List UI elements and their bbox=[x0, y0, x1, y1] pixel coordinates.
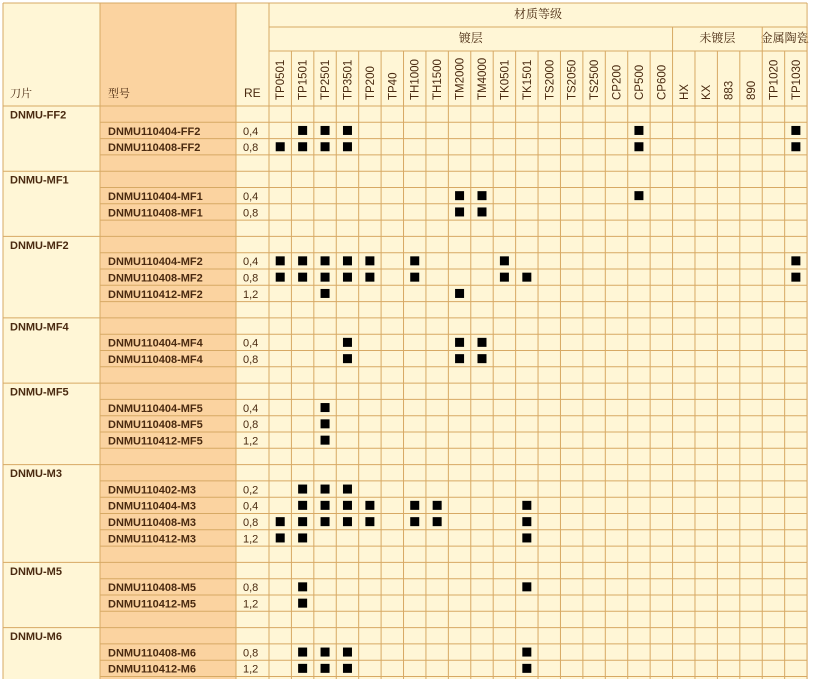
grade-available-mark bbox=[298, 273, 307, 282]
grade-available-mark bbox=[410, 273, 419, 282]
insert-type-label: DNMU-MF1 bbox=[10, 174, 69, 187]
grade-available-mark bbox=[433, 501, 442, 510]
grade-available-mark bbox=[321, 485, 330, 494]
insert-type-label: DNMU-MF2 bbox=[10, 239, 69, 252]
grade-available-mark bbox=[276, 533, 285, 542]
grade-available-mark bbox=[522, 517, 531, 526]
model-code: DNMU110404-MF2 bbox=[108, 256, 203, 269]
grade-available-mark bbox=[791, 256, 800, 265]
grade-available-mark bbox=[298, 648, 307, 657]
grade-label-cp200: CP200 bbox=[611, 64, 624, 100]
corner-radius-value: 0,4 bbox=[243, 337, 259, 350]
grade-available-mark bbox=[321, 126, 330, 135]
corner-radius-value: 0,4 bbox=[243, 256, 259, 269]
model-code: DNMU110412-MF2 bbox=[108, 288, 203, 301]
grade-available-mark bbox=[522, 533, 531, 542]
grade-label-tm2000: TM2000 bbox=[454, 57, 467, 100]
corner-radius-value: 0,8 bbox=[243, 647, 259, 660]
model-code: DNMU110412-MF5 bbox=[108, 435, 203, 448]
corner-radius-value: 0,8 bbox=[243, 582, 259, 595]
grade-available-mark bbox=[321, 289, 330, 298]
grade-available-mark bbox=[343, 273, 352, 282]
grade-available-mark bbox=[321, 273, 330, 282]
grade-label-tk0501: TK0501 bbox=[499, 59, 512, 100]
grade-label-hx: HX bbox=[678, 84, 691, 100]
model-code: DNMU110408-MF2 bbox=[108, 272, 203, 285]
grade-available-mark bbox=[298, 599, 307, 608]
corner-radius-value: 1,2 bbox=[243, 598, 259, 611]
corner-radius-value: 0,8 bbox=[243, 207, 259, 220]
grade-available-mark bbox=[365, 273, 374, 282]
corner-radius-value: 0,4 bbox=[243, 125, 259, 138]
grade-available-mark bbox=[343, 517, 352, 526]
grade-label-tk1501: TK1501 bbox=[521, 59, 534, 100]
grade-available-mark bbox=[298, 485, 307, 494]
grade-available-mark bbox=[343, 501, 352, 510]
model-code: DNMU110412-M5 bbox=[108, 598, 197, 611]
insert-type-label: DNMU-FF2 bbox=[10, 109, 67, 122]
grade-available-mark bbox=[410, 501, 419, 510]
model-code: DNMU110404-M3 bbox=[108, 500, 197, 513]
grade-available-mark bbox=[321, 648, 330, 657]
grade-available-mark bbox=[298, 126, 307, 135]
grade-available-mark bbox=[298, 533, 307, 542]
grade-available-mark bbox=[365, 256, 374, 265]
grade-label-tp200: TP200 bbox=[364, 66, 377, 100]
grade-label-tp1501: TP1501 bbox=[297, 59, 310, 100]
grade-label-ts2500: TS2500 bbox=[589, 59, 602, 100]
grade-available-mark bbox=[477, 354, 486, 363]
grade-available-mark bbox=[276, 517, 285, 526]
grade-available-mark bbox=[455, 191, 464, 200]
model-code: DNMU110412-M6 bbox=[108, 663, 197, 676]
grade-label-tp1030: TP1030 bbox=[790, 59, 803, 100]
grade-label-kx: KX bbox=[701, 84, 714, 100]
grade-label-tp40: TP40 bbox=[387, 72, 400, 100]
model-code: DNMU110404-MF4 bbox=[108, 337, 203, 350]
grade-available-mark bbox=[791, 273, 800, 282]
corner-radius-value: 0,8 bbox=[243, 354, 259, 366]
grade-available-mark bbox=[321, 436, 330, 445]
insert-type-label: DNMU-MF5 bbox=[10, 386, 69, 399]
model-code: DNMU110408-MF5 bbox=[108, 419, 203, 432]
grade-available-mark bbox=[321, 256, 330, 265]
grade-available-mark bbox=[298, 517, 307, 526]
grade-available-mark bbox=[343, 142, 352, 151]
grade-available-mark bbox=[500, 273, 509, 282]
model-code: DNMU110404-MF5 bbox=[108, 402, 203, 415]
grade-label-th1500: TH1500 bbox=[432, 59, 445, 100]
grade-available-mark bbox=[298, 664, 307, 673]
model-code: DNMU110408-M5 bbox=[108, 582, 197, 595]
grade-available-mark bbox=[410, 517, 419, 526]
grade-available-mark bbox=[522, 273, 531, 282]
model-code: DNMU110408-M3 bbox=[108, 517, 197, 529]
grade-label-cp600: CP600 bbox=[656, 64, 669, 100]
coated-label: 镀层 bbox=[458, 31, 483, 45]
grade-available-mark bbox=[522, 582, 531, 591]
grade-available-mark bbox=[634, 191, 643, 200]
grade-label-883: 883 bbox=[723, 80, 736, 100]
insert-type-label: DNMU-MF4 bbox=[10, 321, 69, 334]
grade-available-mark bbox=[500, 256, 509, 265]
corner-radius-value: 0,8 bbox=[243, 272, 259, 285]
model-code: DNMU110404-MF1 bbox=[108, 191, 203, 203]
grade-available-mark bbox=[321, 403, 330, 412]
model-code: DNMU110408-MF4 bbox=[108, 354, 203, 366]
grade-available-mark bbox=[343, 256, 352, 265]
insert-column-header: 刀片 bbox=[10, 88, 32, 100]
grade-available-mark bbox=[321, 517, 330, 526]
model-code: DNMU110408-FF2 bbox=[108, 142, 201, 155]
grade-available-mark bbox=[321, 501, 330, 510]
grade-available-mark bbox=[321, 664, 330, 673]
grade-label-ts2050: TS2050 bbox=[566, 59, 579, 100]
grade-available-mark bbox=[343, 126, 352, 135]
corner-radius-value: 1,2 bbox=[243, 288, 259, 301]
cermet-label: 金属陶瓷 bbox=[760, 31, 809, 45]
grade-available-mark bbox=[477, 338, 486, 347]
model-code: DNMU110402-M3 bbox=[108, 484, 197, 497]
grade-available-mark bbox=[433, 517, 442, 526]
corner-radius-value: 0,8 bbox=[243, 419, 259, 432]
insert-type-label: DNMU-M3 bbox=[10, 468, 62, 481]
grade-available-mark bbox=[343, 664, 352, 673]
grade-available-mark bbox=[455, 289, 464, 298]
grade-available-mark bbox=[477, 207, 486, 216]
corner-radius-value: 1,2 bbox=[243, 435, 259, 448]
grade-available-mark bbox=[522, 501, 531, 510]
grade-available-mark bbox=[522, 648, 531, 657]
grade-label-tp2501: TP2501 bbox=[320, 59, 333, 100]
insert-type-label: DNMU-M5 bbox=[10, 565, 62, 578]
corner-radius-value: 0,8 bbox=[243, 517, 259, 529]
grade-available-mark bbox=[343, 485, 352, 494]
grade-group-title: 材质等级 bbox=[514, 7, 563, 21]
grade-available-mark bbox=[455, 207, 464, 216]
grade-label-cp500: CP500 bbox=[633, 64, 646, 100]
corner-radius-value: 1,2 bbox=[243, 533, 259, 546]
model-code: DNMU110412-M3 bbox=[108, 533, 197, 546]
grade-label-890: 890 bbox=[746, 80, 759, 100]
grade-available-mark bbox=[276, 273, 285, 282]
model-column-header: 型号 bbox=[108, 88, 130, 100]
grade-available-mark bbox=[321, 142, 330, 151]
corner-radius-value: 0,4 bbox=[243, 191, 259, 203]
grade-available-mark bbox=[455, 354, 464, 363]
re-column-header: RE bbox=[244, 86, 261, 100]
grade-label-tp0501: TP0501 bbox=[275, 59, 288, 100]
grade-available-mark bbox=[365, 517, 374, 526]
corner-radius-value: 0,8 bbox=[243, 142, 259, 155]
grade-available-mark bbox=[321, 419, 330, 428]
model-code: DNMU110408-MF1 bbox=[108, 207, 203, 220]
grade-available-mark bbox=[343, 338, 352, 347]
grade-available-mark bbox=[298, 256, 307, 265]
grade-label-tm4000: TM4000 bbox=[476, 57, 489, 100]
corner-radius-value: 0,2 bbox=[243, 484, 259, 497]
insert-type-label: DNMU-M6 bbox=[10, 631, 62, 644]
corner-radius-value: 1,2 bbox=[243, 663, 259, 676]
grade-available-mark bbox=[276, 256, 285, 265]
grade-available-mark bbox=[276, 142, 285, 151]
grade-available-mark bbox=[298, 501, 307, 510]
grade-label-tp1020: TP1020 bbox=[768, 59, 781, 100]
grade-label-ts2000: TS2000 bbox=[544, 59, 557, 100]
grade-available-mark bbox=[365, 501, 374, 510]
corner-radius-value: 0,4 bbox=[243, 402, 259, 415]
grade-label-tp3501: TP3501 bbox=[342, 59, 355, 100]
grade-label-th1000: TH1000 bbox=[409, 59, 422, 100]
grade-available-mark bbox=[410, 256, 419, 265]
grade-available-mark bbox=[455, 338, 464, 347]
grade-available-mark bbox=[343, 648, 352, 657]
grade-available-mark bbox=[634, 126, 643, 135]
model-code: DNMU110408-M6 bbox=[108, 647, 197, 660]
model-code: DNMU110404-FF2 bbox=[108, 125, 201, 138]
grade-available-mark bbox=[634, 142, 643, 151]
grade-available-mark bbox=[298, 582, 307, 591]
grade-available-mark bbox=[298, 142, 307, 151]
grade-available-mark bbox=[477, 191, 486, 200]
corner-radius-value: 0,4 bbox=[243, 500, 259, 513]
grade-available-mark bbox=[522, 664, 531, 673]
grade-available-mark bbox=[791, 126, 800, 135]
uncoated-label: 未镀层 bbox=[699, 31, 736, 45]
grade-available-mark bbox=[343, 354, 352, 363]
grade-available-mark bbox=[791, 142, 800, 151]
